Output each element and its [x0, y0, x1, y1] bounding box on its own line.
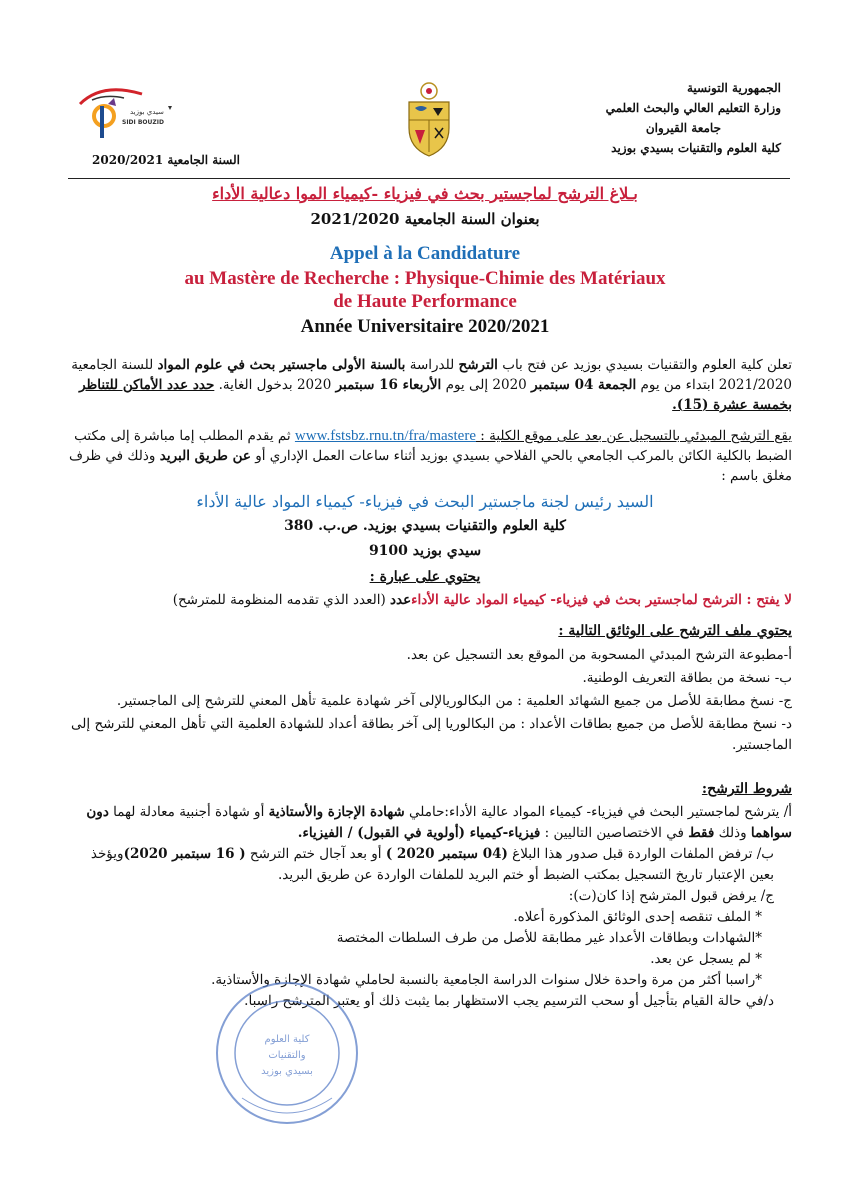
republic-name: الجمهورية التونسية: [686, 81, 781, 95]
condition-bold: شهادة الإجازة والأستاذية: [268, 804, 405, 820]
document-item: أ-مطبوعة الترشح المبدئي المسحوبة من الموقع بعد التسجيل عن بعد.: [406, 647, 792, 663]
intro-text: للدراسة: [405, 357, 459, 373]
intro-bold: الترشح: [458, 357, 498, 373]
envelope-heading: يحتوي على عبارة :: [369, 569, 481, 585]
intro-bold: بالسنة الأولى ماجستير بحث في علوم المواد: [157, 357, 406, 373]
envelope-mention: [62, 590, 792, 610]
french-title-line1: Appel à la Candidature: [329, 243, 521, 264]
condition-bold: ( 16 سبتمبر 2020): [123, 846, 246, 862]
condition-c-heading: ج/ يرفض قبول المترشح إذا كان(ت):: [568, 888, 774, 904]
svg-text:بسيدي بوزيد: بسيدي بوزيد: [261, 1066, 313, 1077]
french-title-line3: de Haute Performance: [333, 291, 517, 312]
faculty-name: كلية العلوم والتقنيات بسيدي بوزيد: [611, 141, 781, 155]
document-item: د- نسخ مطابقة للأصل من جميع بطاقات الأعداد : من البكالوريا إلى آخر بطاقة أعداد للشهادة العلمية التي تأهل المعني للترشح إلى الماجستير.: [71, 716, 792, 753]
condition-text: في الاختصاصين التاليين :: [540, 825, 689, 841]
faculty-logo-icon: [72, 76, 182, 146]
apply-text: يقع الترشح المبدئي بالتسجيل عن بعد على موقع الكلية :: [475, 428, 792, 444]
french-title-line2: au Mastère de Recherche : Physique-Chimie des Matériaux: [184, 268, 666, 289]
logo-arabic-text: سيدي بوزيد: [130, 108, 164, 116]
intro-text: للسنة الجامعية 2021/2020 ابتداء من يوم: [71, 357, 792, 393]
ministry-name: وزارة التعليم العالي والبحث العلمي: [605, 101, 781, 115]
application-paragraph: [62, 426, 792, 486]
address-faculty: كلية العلوم والتقنيات بسيدي بوزيد. ص.ب. 380: [284, 518, 566, 534]
start-date: الجمعة 04 سبتمبر: [531, 377, 637, 393]
document-item: ب- نسخة من بطاقة التعريف الوطنية.: [582, 670, 792, 686]
condition-bold: دون سواهما: [86, 804, 792, 841]
condition-bold: فقط: [688, 825, 715, 841]
envelope-red-text: لا يفتح : الترشح لماجستير بحث في فيزياء- كيمياء المواد عالية الأداء: [411, 592, 792, 608]
tunisia-coat-of-arms-icon: [403, 82, 455, 158]
condition-c-item: * الملف تنقصه إحدى الوثائق المذكورة أعلاه.: [513, 909, 762, 925]
arabic-title: بـلاغ الترشح لماجستير بحث في فيزياء -كيمياء الموا دعالية الأداء: [212, 184, 638, 203]
envelope-bold-text: عدد: [390, 592, 412, 608]
svg-text:والتقنيات: والتقنيات: [268, 1050, 306, 1061]
academic-year-header: السنة الجامعية 2020/2021: [92, 153, 240, 167]
intro-paragraph: [62, 355, 792, 415]
condition-text: ب/ ترفض الملفات الواردة قبل صدور هذا البلاغ: [507, 846, 774, 862]
condition-text: ويؤخذ بعين الإعتبار تاريخ التسجيل بمكتب الضبط أو ختم البريد للملفات الواردة عن طريق البريد.: [90, 846, 774, 883]
intro-text: تعلن كلية العلوم والتقنيات بسيدي بوزيد عن فتح باب: [497, 357, 792, 373]
official-stamp-icon: [212, 978, 362, 1128]
condition-b: [62, 844, 792, 886]
condition-text: أ/ يترشح لماجستير البحث في فيزياء- كيمياء المواد عالية الأداء:حاملي: [404, 804, 792, 820]
documents-heading: يحتوي ملف الترشح على الوثائق التالية :: [558, 623, 792, 639]
address-city: سيدي بوزيد 9100: [368, 543, 482, 559]
condition-text: وذلك: [714, 825, 751, 841]
condition-d: د/في حالة القيام بتأجيل أو سحب الترسيم يجب الاستظهار بما يثبت ذلك أو يعتبر المترشح راسبا.: [244, 993, 774, 1009]
documents-list: [62, 645, 792, 758]
condition-bold: فيزياء-كيمياء (أولوية في القبول) / الفيزياء.: [297, 825, 541, 841]
intro-text: 2020 بدخول الغاية.: [214, 377, 336, 393]
institution-header: [541, 78, 781, 158]
conditions-list: [62, 802, 792, 1012]
envelope-note: (العدد الذي تقدمه المنظومة للمترشح): [172, 592, 391, 608]
logo-latin-text: SIDI BOUZID: [122, 119, 164, 126]
svg-text:كلية العلوم: كلية العلوم: [264, 1034, 310, 1045]
condition-c-item: * لم يسجل عن بعد.: [650, 951, 762, 967]
apply-text: ثم يقدم المطلب إما مباشرة إلى مكتب الضبط بالكلية الكائن بالمركب الجامعي بالحي الفلاحي بسيدي بوزيد أثناء ساعات العمل الإداري أو: [74, 428, 792, 464]
registration-link[interactable]: www.fstsbz.rnu.tn/fra/mastere: [294, 428, 476, 444]
end-date: الأربعاء 16 سبتمبر: [335, 377, 442, 393]
apply-bold: عن طريق البريد: [159, 448, 251, 464]
address-recipient: السيد رئيس لجنة ماجستير البحث في فيزياء- كيمياء المواد عالية الأداء: [196, 492, 654, 511]
header-divider: [68, 178, 790, 179]
condition-text: أو بعد آجال ختم الترشح: [245, 846, 386, 862]
university-name: جامعة القيروان: [645, 121, 721, 135]
french-title-year: Année Universitaire 2020/2021: [300, 316, 550, 337]
places-count: حدد عدد الأماكن للتناظر بخمسة عشرة (15).: [79, 377, 792, 413]
apply-text: وذلك في ظرف مغلق باسم :: [68, 448, 792, 484]
document-item: ج- نسخ مطابقة للأصل من جميع الشهائد العلمية : من البكالوريالإلى آخر شهادة علمية تأهل المعني للترشح إلى الماجستير.: [116, 693, 792, 709]
condition-c-item: *راسبا أكثر من مرة واحدة خلال سنوات الدراسة الجامعية بالنسبة لحاملي شهادة الإجازة والأستاذية.: [211, 972, 762, 988]
condition-text: أو شهادة أجنبية معادلة لهما: [108, 804, 269, 820]
condition-a: [62, 802, 792, 844]
arabic-subtitle: بعنوان السنة الجامعية 2021/2020: [310, 210, 540, 228]
intro-text: 2020 إلى يوم: [441, 377, 532, 393]
condition-c-item: *الشهادات وبطاقات الأعداد غير مطابقة للأصل من طرف السلطات المختصة: [336, 930, 762, 946]
conditions-heading: شروط الترشح:: [701, 781, 792, 797]
condition-bold: (04 سبتمبر 2020 ): [385, 846, 508, 862]
